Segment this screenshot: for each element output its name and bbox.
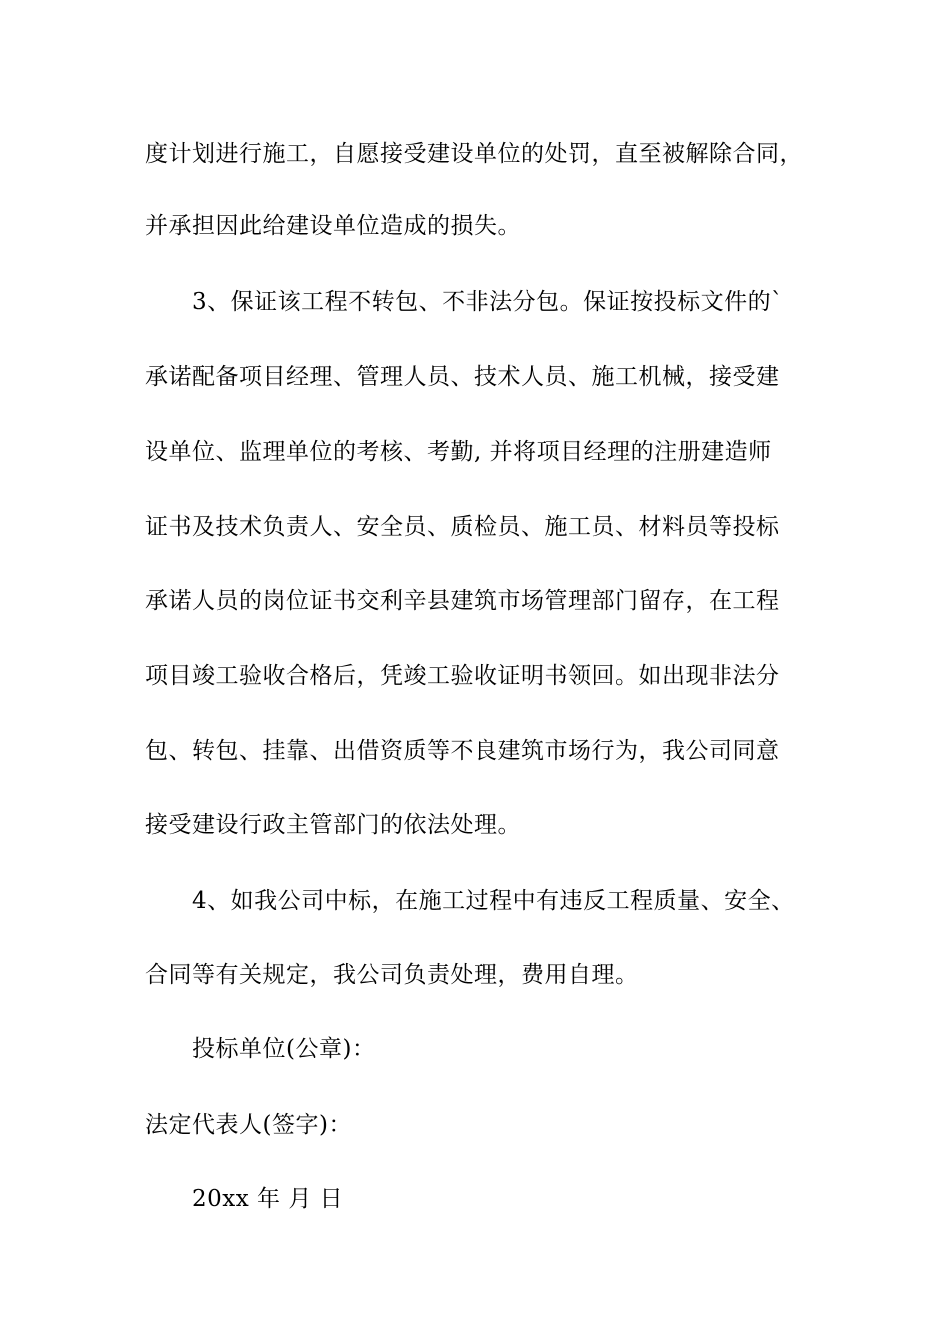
date-line: 20xx 年 月 日 <box>192 1186 344 1212</box>
paragraph-line: 3、保证该工程不转包、不非法分包。保证按投标文件的` <box>192 289 784 315</box>
paragraph-line: 设单位、监理单位的考核、考勤, 并将项目经理的注册建造师 <box>145 439 772 465</box>
paragraph-line: 项目竣工验收合格后，凭竣工验收证明书领回。如出现非法分 <box>145 663 780 689</box>
paragraph-line: 4、如我公司中标，在施工过程中有违反工程质量、安全、 <box>192 888 795 914</box>
paragraph-line: 合同等有关规定，我公司负责处理，费用自理。 <box>145 962 639 988</box>
paragraph-line: 并承担因此给建设单位造成的损失。 <box>145 213 521 239</box>
legal-representative-label: 法定代表人(签字)： <box>145 1112 352 1138</box>
paragraph-line: 证书及技术负责人、安全员、质检员、施工员、材料员等投标 <box>145 514 780 540</box>
paragraph-line: 度计划进行施工，自愿接受建设单位的处罚，直至被解除合同， <box>145 141 803 167</box>
paragraph-line: 承诺配备项目经理、管理人员、技术人员、施工机械，接受建 <box>145 364 780 390</box>
paragraph-line: 接受建设行政主管部门的依法处理。 <box>145 812 521 838</box>
paragraph-line: 包、转包、挂靠、出借资质等不良建筑市场行为，我公司同意 <box>145 738 780 764</box>
bidder-seal-label: 投标单位(公章)： <box>192 1036 376 1062</box>
paragraph-line: 承诺人员的岗位证书交利辛县建筑市场管理部门留存，在工程 <box>145 588 780 614</box>
